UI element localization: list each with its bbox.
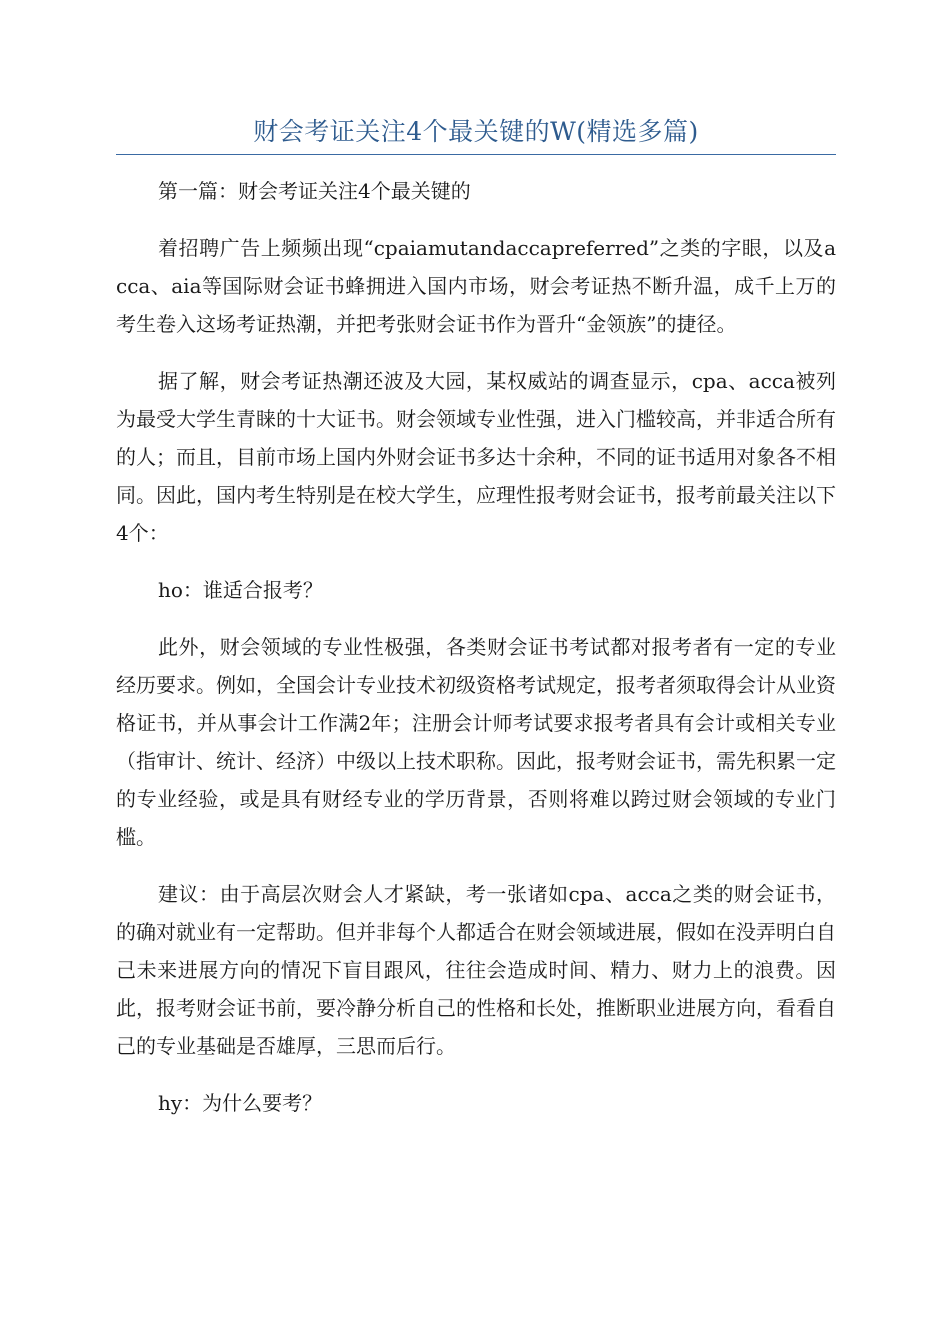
title-underline (116, 154, 836, 155)
document-title: 财会考证关注4个最关键的W(精选多篇) (253, 117, 699, 146)
paragraph: 此外，财会领域的专业性极强，各类财会证书考试都对报考者有一定的专业经历要求。例如，全国会计专业技术初级资格考试规定，报考者须取得会计从业资格证书，并从事会计工作满2年；注册会计师考试要求报考者具有会计或相关专业（指审计、统计、经济）中级以上技术职称。因此，报考财会证书，需先积累一定的专业经验，或是具有财经专业的学历背景，否则将难以跨过财会领域的专业门槛。 (116, 635, 836, 849)
paragraph: 据了解，财会考证热潮还波及大园，某权威站的调查显示，cpa、acca被列为最受大学生青睐的十大证书。财会领域专业性强，进入门槛较高，并非适合所有的人；而且，目前市场上国内外财会证书多达十余种，不同的证书适用对象各不相同。因此，国内考生特别是在校大学生，应理性报考财会证书，报考前最关注以下4个： (116, 369, 836, 545)
document-body (116, 172, 836, 1141)
subheading: hy：为什么要考？ (158, 1091, 323, 1115)
subheading: ho：谁适合报考？ (158, 578, 323, 602)
paragraph: 建议：由于高层次财会人才紧缺，考一张诸如cpa、acca之类的财会证书，的确对就业有一定帮助。但并非每个人都适合在财会领域进展，假如在没弄明白自己未来进展方向的情况下盲目跟风，往往会造成时间、精力、财力上的浪费。因此，报考财会证书前，要冷静分析自己的性格和长处，推断职业进展方向，看看自己的专业基础是否雄厚，三思而后行。 (116, 882, 836, 1058)
section-heading: 第一篇：财会考证关注4个最关键的 (158, 179, 471, 203)
paragraph: 着招聘广告上频频出现“cpaiamutandaccapreferred”之类的字眼，以及acca、aia等国际财会证书蜂拥进入国内市场，财会考证热不断升温，成千上万的考生卷入这场考证热潮，并把考张财会证书作为晋升“金领族”的捷径。 (116, 236, 836, 336)
